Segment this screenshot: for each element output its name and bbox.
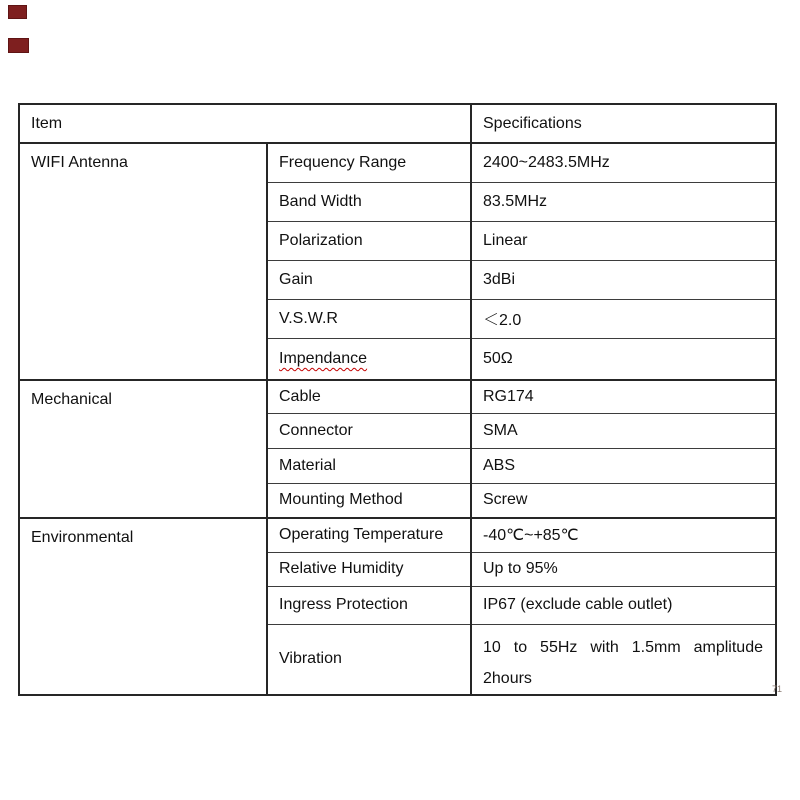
red-mark-icon	[8, 38, 29, 53]
spec-label-text: V.S.W.R	[279, 309, 338, 327]
specifications-table	[18, 103, 777, 696]
table-header-row	[19, 104, 776, 143]
group-cell-environmental: Environmental	[19, 518, 267, 695]
spec-value: 3dBi	[471, 260, 776, 299]
column-header-item: Item	[19, 104, 471, 143]
spec-label-text: Frequency Range	[279, 153, 407, 171]
spec-value: IP67 (exclude cable outlet)	[471, 586, 776, 624]
red-mark-icon	[8, 5, 27, 19]
spec-value: Screw	[471, 483, 776, 518]
spec-value	[471, 624, 776, 695]
spec-value: RG174	[471, 380, 776, 413]
spec-value: SMA	[471, 413, 776, 448]
spec-table-body	[19, 143, 776, 695]
spec-label	[267, 221, 471, 260]
spec-label-text: Impendance	[279, 349, 368, 367]
spec-label	[267, 518, 471, 552]
spec-label-text: Operating Temperature	[279, 526, 444, 544]
spec-label	[267, 413, 471, 448]
spec-label	[267, 299, 471, 338]
spec-label-text: Band Width	[279, 192, 362, 210]
spec-label	[267, 143, 471, 182]
table-row	[19, 380, 776, 413]
table-row	[19, 143, 776, 182]
spec-label-text: Ingress Protection	[279, 596, 408, 613]
spec-label	[267, 624, 471, 695]
spec-label	[267, 483, 471, 518]
spec-label-text: Mounting Method	[279, 491, 403, 509]
spec-label	[267, 448, 471, 483]
spec-label	[267, 260, 471, 299]
page-number: 71	[772, 684, 783, 694]
spec-value-line: 10 to 55Hz with 1.5mm amplitude	[483, 638, 763, 656]
column-header-specifications: Specifications	[471, 104, 776, 143]
spec-value-line: 2hours	[483, 669, 532, 687]
spec-label-text: Connector	[279, 421, 353, 439]
spec-label	[267, 380, 471, 413]
spec-label	[267, 552, 471, 586]
spec-value: -40℃~+85℃	[471, 518, 776, 552]
spec-label-text: Vibration	[279, 650, 342, 667]
spec-value: Linear	[471, 221, 776, 260]
spec-label-text: Cable	[279, 387, 321, 405]
spec-label	[267, 338, 471, 380]
table-row	[19, 518, 776, 552]
spec-label	[267, 586, 471, 624]
group-cell-wifi-antenna: WIFI Antenna	[19, 143, 267, 380]
spec-label-text: Gain	[279, 270, 313, 288]
spec-label	[267, 182, 471, 221]
spec-label-text: Polarization	[279, 231, 363, 249]
spec-value: Up to 95%	[471, 552, 776, 586]
spec-label-text: Relative Humidity	[279, 560, 404, 577]
spec-value: 83.5MHz	[471, 182, 776, 221]
spec-value: 50Ω	[471, 338, 776, 380]
spec-value: ABS	[471, 448, 776, 483]
spec-value: 2400~2483.5MHz	[471, 143, 776, 182]
spec-label-text: Material	[279, 456, 336, 474]
spec-value: ＜2.0	[471, 299, 776, 338]
group-cell-mechanical: Mechanical	[19, 380, 267, 518]
